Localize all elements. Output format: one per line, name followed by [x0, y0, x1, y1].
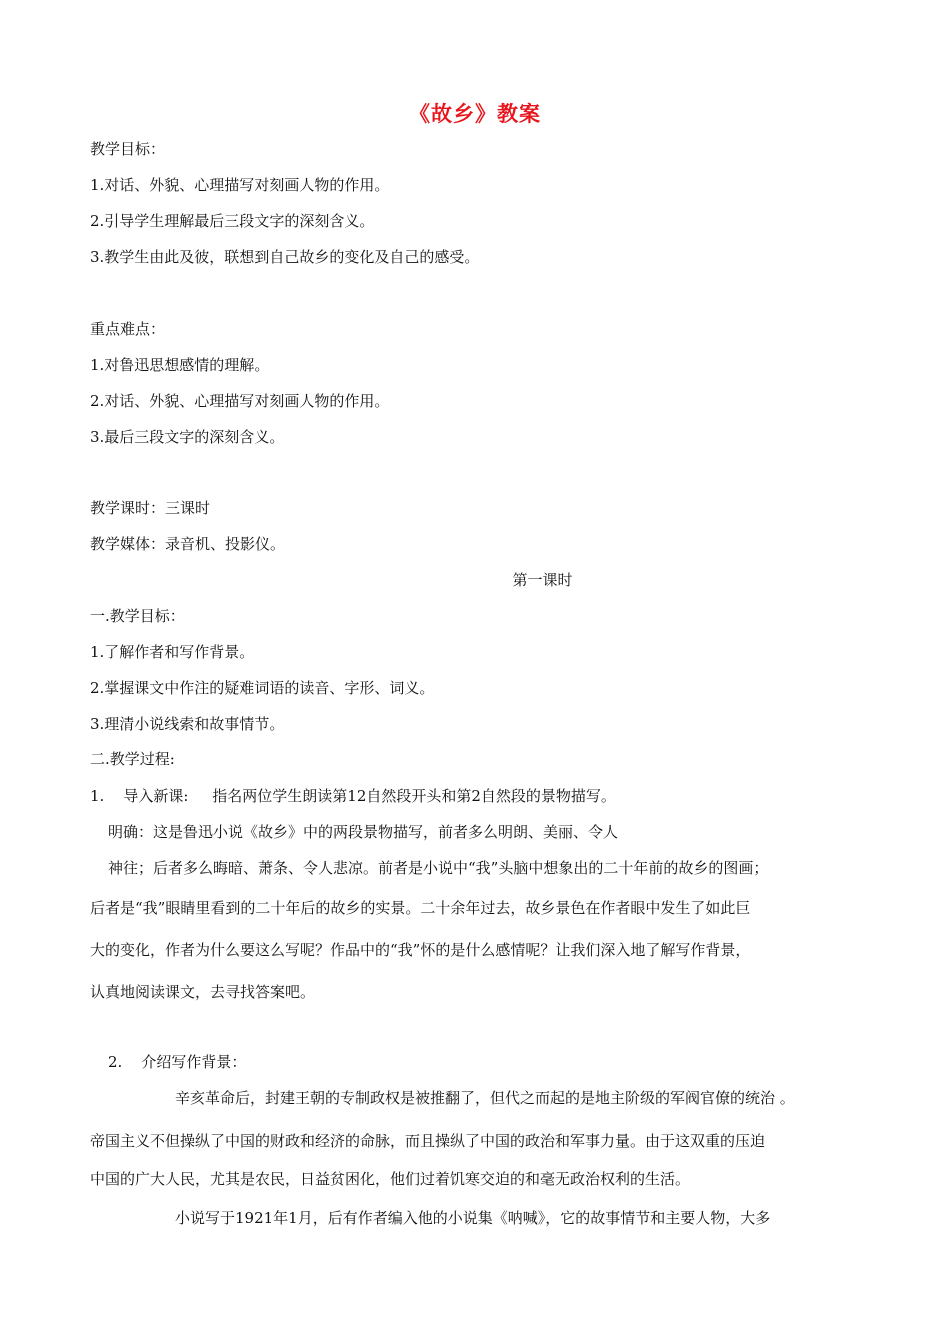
lesson1-goal-3: 3.理清小说线索和故事情节。: [90, 715, 285, 733]
objective-item-1: 1.对话、外貌、心理描写对刻画人物的作用。: [90, 176, 390, 194]
key-point-item-1: 1.对鲁迅思想感情的理解。: [90, 356, 270, 374]
lesson1-goals-heading: 一.教学目标：: [90, 607, 185, 625]
step1-line-5: 大的变化，作者为什么要这么写呢？作品中的“我”怀的是什么感情呢？让我们深入地了解写作背景，: [90, 941, 751, 959]
key-points-heading: 重点难点：: [90, 320, 166, 338]
step2-line-4: 小说写于1921年1月，后有作者编入他的小说集《呐喊》，它的故事情节和主要人物，大多: [175, 1209, 771, 1227]
lesson1-process-heading: 二.教学过程:: [90, 750, 175, 768]
step1-line-6: 认真地阅读课文，去寻找答案吧。: [90, 983, 316, 1001]
objective-item-3: 3.教学生由此及彼，联想到自己故乡的变化及自己的感受。: [90, 248, 480, 266]
objectives-heading: 教学目标：: [90, 140, 166, 158]
key-point-item-2: 2.对话、外貌、心理描写对刻画人物的作用。: [90, 392, 390, 410]
class-hours: 教学课时：三课时: [90, 499, 211, 517]
step1-intro: 1. 导入新课: 指名两位学生朗读第12自然段开头和第2自然段的景物描写。: [90, 787, 616, 805]
step2-heading: 2. 介绍写作背景：: [108, 1053, 247, 1071]
key-point-item-3: 3.最后三段文字的深刻含义。: [90, 428, 285, 446]
objective-item-2: 2.引导学生理解最后三段文字的深刻含义。: [90, 212, 375, 230]
lesson1-goal-2: 2.掌握课文中作注的疑难词语的读音、字形、词义。: [90, 679, 435, 697]
lesson1-heading: 第一课时: [512, 571, 573, 589]
step2-line-1: 辛亥革命后，封建王朝的专制政权是被推翻了，但代之而起的是地主阶级的军阀官僚的统治 。: [175, 1089, 795, 1107]
step2-line-3: 中国的广大人民，尤其是农民，日益贫困化，他们过着饥寒交迫的和毫无政治权利的生活。: [90, 1170, 691, 1188]
step2-line-2: 帝国主义不但操纵了中国的财政和经济的命脉，而且操纵了中国的政治和军事力量。由于这双重的压迫: [90, 1132, 766, 1150]
step1-line-3: 神往；后者多么晦暗、萧条、令人悲凉。前者是小说中“我”头脑中想象出的二十年前的故乡的图画；: [108, 859, 769, 877]
document-title: 《故乡》教案: [409, 102, 541, 126]
lesson1-goal-1: 1.了解作者和写作背景。: [90, 643, 255, 661]
teaching-media: 教学媒体：录音机、投影仪。: [90, 535, 286, 553]
step1-line-4: 后者是“我”眼睛里看到的二十年后的故乡的实景。二十余年过去，故乡景色在作者眼中发生了如此巨: [90, 899, 751, 917]
step1-line-2: 明确：这是鲁迅小说《故乡》中的两段景物描写，前者多么明朗、美丽、令人: [108, 823, 619, 841]
